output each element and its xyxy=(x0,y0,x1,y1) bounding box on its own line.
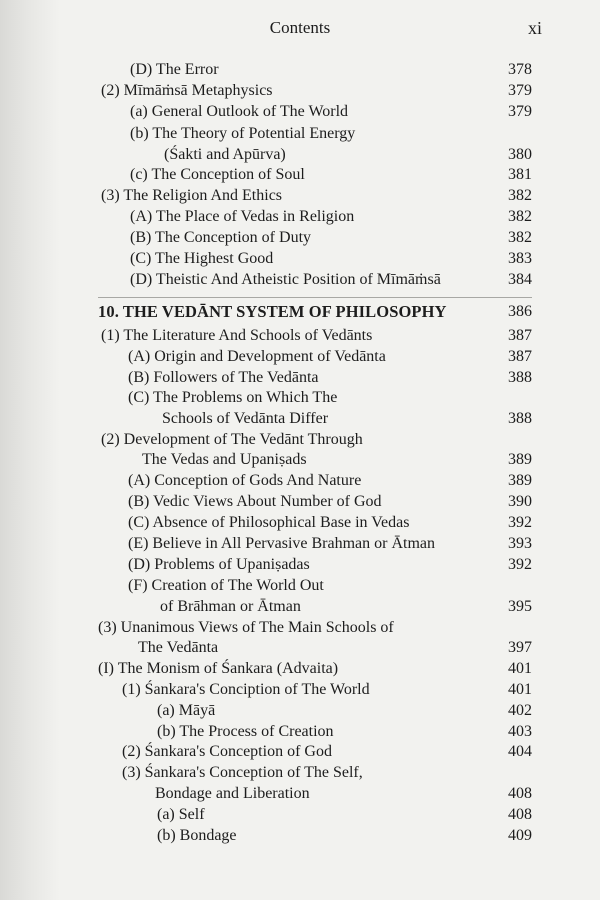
toc-entry-title: (B) Followers of The Vedānta xyxy=(128,369,319,386)
toc-entry-title: (C) Absence of Philosophical Base in Vedas xyxy=(128,514,410,531)
toc-entry-title: (I) The Monism of Śankara (Advaita) xyxy=(98,660,339,677)
toc-entry-title: (a) Self xyxy=(157,806,205,823)
toc-entry-page: 389 xyxy=(508,472,532,489)
toc-entry-page: 383 xyxy=(508,250,532,267)
toc-entry-title: (1) Śankara's Conciption of The World xyxy=(122,681,370,698)
toc-entry-title: (1) The Literature And Schools of Vedānts xyxy=(101,327,373,344)
toc-entry-title: (2) Mīmāṁsā Metaphysics xyxy=(101,82,273,99)
toc-entry-page: 401 xyxy=(508,681,532,698)
toc-entry xyxy=(0,762,600,784)
toc-entry-page: 387 xyxy=(508,348,532,365)
toc-entry-title: (3) Unanimous Views of The Main Schools of xyxy=(98,619,394,636)
toc-entry-title: (2) Śankara's Conception of God xyxy=(122,743,332,760)
toc-entry xyxy=(0,367,600,389)
toc-entry xyxy=(0,533,600,555)
toc-entry-title: (Śakti and Apūrva) xyxy=(164,146,286,163)
toc-entry xyxy=(0,658,600,680)
toc-entry-title: (a) Māyā xyxy=(157,702,216,719)
toc-entry-page: 404 xyxy=(508,743,532,760)
toc-entry-title: (C) The Problems on Which The xyxy=(128,389,338,406)
toc-entry-page: 401 xyxy=(508,660,532,677)
toc-entry-title: (b) The Theory of Potential Energy xyxy=(130,125,356,142)
toc-entry-page: 388 xyxy=(508,369,532,386)
toc-entry-page: 395 xyxy=(508,598,532,615)
toc-entry xyxy=(0,227,600,249)
toc-entry-title: The Vedas and Upaniṣads xyxy=(142,451,307,468)
toc-entry xyxy=(0,387,600,409)
toc-entry xyxy=(0,346,600,368)
toc-entry xyxy=(0,269,600,291)
toc-entry xyxy=(0,429,600,451)
toc-entry-page: 392 xyxy=(508,556,532,573)
toc-entry-page: 403 xyxy=(508,723,532,740)
page-title: Contents xyxy=(269,18,331,37)
toc-entry xyxy=(0,637,600,659)
toc-entry xyxy=(0,164,600,186)
toc-entry xyxy=(0,804,600,826)
toc-entry-page: 384 xyxy=(508,271,532,288)
toc-entry-title: (A) Origin and Development of Vedānta xyxy=(128,348,386,365)
toc-entry-page: 408 xyxy=(508,785,532,802)
toc-entry-title: (D) Problems of Upaniṣadas xyxy=(128,556,310,573)
toc-entry-page: 382 xyxy=(508,229,532,246)
toc-entry xyxy=(0,325,600,347)
toc-entry-page: 378 xyxy=(508,61,532,78)
toc-entry-page: 380 xyxy=(508,146,532,163)
toc-entry-page: 393 xyxy=(508,535,532,552)
section-divider xyxy=(98,297,532,298)
toc-entry-title: Schools of Vedānta Differ xyxy=(162,410,329,427)
toc-entry xyxy=(0,248,600,270)
toc-entry-title: (3) The Religion And Ethics xyxy=(101,187,283,204)
toc-entry-title: (A) Conception of Gods And Nature xyxy=(128,472,362,489)
toc-entry xyxy=(0,408,600,430)
toc-entry-title: (3) Śankara's Conception of The Self, xyxy=(122,764,363,781)
toc-entry xyxy=(0,101,600,123)
toc-entry-page: 409 xyxy=(508,827,532,844)
toc-entry xyxy=(0,721,600,743)
toc-entry-page: 379 xyxy=(508,103,532,120)
toc-entry xyxy=(0,741,600,763)
toc-entry xyxy=(0,679,600,701)
toc-entry xyxy=(0,144,600,166)
toc-entry-page: 408 xyxy=(508,806,532,823)
toc-entry xyxy=(0,206,600,228)
toc-entry-title: of Brāhman or Ātman xyxy=(160,598,301,615)
toc-entry xyxy=(0,59,600,81)
toc-entry-page: 379 xyxy=(508,82,532,99)
toc-entry-title: (b) Bondage xyxy=(157,827,237,844)
toc-entry-title: (C) The Highest Good xyxy=(130,250,274,267)
toc-entry-title: (a) General Outlook of The World xyxy=(130,103,349,120)
toc-entry-title: (2) Development of The Vedānt Through xyxy=(101,431,363,448)
toc-entry xyxy=(0,575,600,597)
toc-entry xyxy=(0,554,600,576)
toc-entry-page: 389 xyxy=(508,451,532,468)
toc-entry-title: (c) The Conception of Soul xyxy=(130,166,305,183)
toc-entry xyxy=(0,825,600,847)
toc-entry xyxy=(0,449,600,471)
toc-entry-title: (D) The Error xyxy=(130,61,219,78)
toc-entry-title: 10. THE VEDĀNT SYSTEM OF PHILOSOPHY xyxy=(98,302,447,321)
toc-entry-page: 387 xyxy=(508,327,532,344)
toc-entry xyxy=(0,617,600,639)
toc-entry-title: (E) Believe in All Pervasive Brahman or Ātman xyxy=(128,535,436,552)
page-number: xi xyxy=(527,18,542,38)
toc-entry-title: Bondage and Liberation xyxy=(155,785,310,802)
toc-entry-title: (A) The Place of Vedas in Religion xyxy=(130,208,355,225)
toc-entry-page: 392 xyxy=(508,514,532,531)
toc-entry xyxy=(0,123,600,145)
toc-entry xyxy=(0,80,600,102)
toc-entry xyxy=(0,185,600,207)
toc-entry xyxy=(0,783,600,805)
toc-entry-page: 382 xyxy=(508,187,532,204)
toc-entry xyxy=(0,596,600,618)
toc-entry-title: (F) Creation of The World Out xyxy=(128,577,324,594)
toc-chapter-heading xyxy=(0,301,600,323)
toc-entry-title: (D) Theistic And Atheistic Position of Mīmāṁsā xyxy=(130,271,441,288)
toc-entry-page: 388 xyxy=(508,410,532,427)
toc-entry-page: 402 xyxy=(508,702,532,719)
toc-entry xyxy=(0,512,600,534)
toc-entry-title: The Vedānta xyxy=(138,639,219,656)
toc-entry-page: 382 xyxy=(508,208,532,225)
toc-entry-page: 390 xyxy=(508,493,532,510)
toc-entry xyxy=(0,700,600,722)
toc-entry-title: (b) The Process of Creation xyxy=(157,723,334,740)
toc-entry-page: 386 xyxy=(508,303,532,320)
toc-entry xyxy=(0,491,600,513)
toc-entry xyxy=(0,470,600,492)
toc-entry-title: (B) The Conception of Duty xyxy=(130,229,312,246)
toc-entry-page: 397 xyxy=(508,639,532,656)
toc-entry-page: 381 xyxy=(508,166,532,183)
toc-entry-title: (B) Vedic Views About Number of God xyxy=(128,493,382,510)
